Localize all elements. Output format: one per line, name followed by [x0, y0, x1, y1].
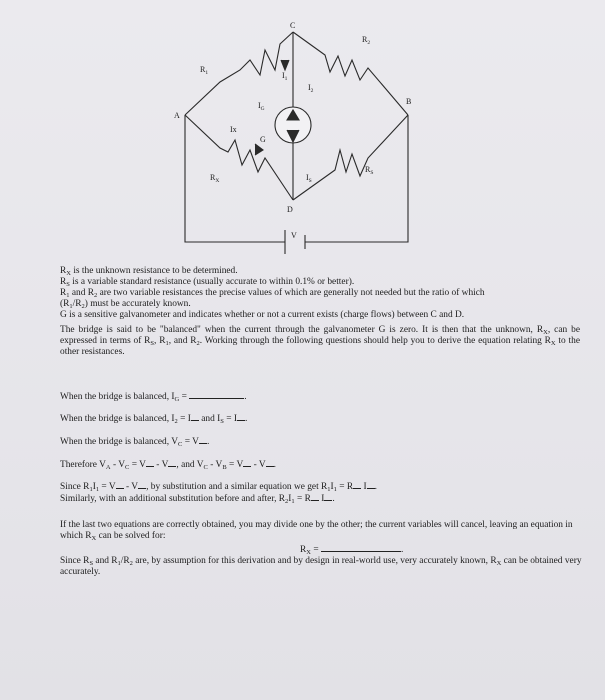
- label-ix: Ix: [230, 125, 237, 134]
- question-5: Since $R_1I_1 = V - V$ , by substitution and a similar equation we get $R_1I_1 = R$ I .: [60, 482, 377, 493]
- label-g: G: [260, 135, 266, 144]
- question-2: When the bridge is balanced, $I_2 = I$ and $I_S = I$ .: [60, 414, 248, 425]
- def-rs: $R_S$ is a variable standard resistance (usually accurate to within 0.1% or better).: [60, 277, 355, 288]
- label-is: $I_S$: [306, 173, 312, 184]
- blank-ig[interactable]: [189, 398, 244, 399]
- balanced-paragraph: The bridge is said to be "balanced" when the current through the galvanometer G is zero. It is then that the unknown, $R_X$, can be expressed in terms of $R_S$, $R_1$, and $R_2$. Working through the following questions should help you to derive the equation relating $R_X$ to the other resistances.: [60, 325, 580, 357]
- label-v: V: [291, 231, 297, 240]
- def-g: G is a sensitive galvanometer and indicates whether or not a current exists (charge flows) between C and D.: [60, 310, 465, 320]
- question-3: When the bridge is balanced, $V_C = V$ .: [60, 437, 210, 448]
- wire-b-battery: [305, 115, 408, 242]
- label-c: C: [290, 21, 296, 30]
- label-i2: $I_2$: [308, 83, 314, 94]
- def-rx: $R_X$ is the unknown resistance to be determined.: [60, 266, 238, 277]
- arrow-i1: [281, 60, 289, 70]
- wire-c-b: [293, 32, 408, 115]
- conclusion: Since $R_S$ and $R_1/R_2$ are, by assumption for this derivation and by design in real-world use, very accurately known, $R_X$ can be obtained very accurately.: [60, 556, 582, 577]
- label-d: D: [287, 205, 293, 214]
- blank-rx[interactable]: [321, 551, 401, 552]
- def-ratio: $(R_1/R_2)$ must be accurately known.: [60, 299, 191, 310]
- wheatstone-bridge-diagram: [150, 20, 450, 270]
- label-b: B: [406, 97, 412, 106]
- label-r1: $R_1$: [200, 65, 209, 76]
- label-ig: $I_G$: [258, 101, 265, 112]
- wire-a-battery: [185, 115, 285, 242]
- label-r2: $R_2$: [362, 35, 371, 46]
- label-rs: $R_S$: [365, 165, 374, 176]
- def-r1r2: $R_1$ and $R_2$ are two variable resistances the precise values of which are generally not needed but the ratio of which: [60, 288, 485, 299]
- question-7: If the last two equations are correctly obtained, you may divide one by the other; the current variables will cancel, leaving an equation in which $R_X$ can be solved for:: [60, 520, 573, 542]
- label-rx: $R_X$: [210, 173, 220, 184]
- label-a: A: [174, 111, 180, 120]
- question-4: Therefore $V_A - V_C = V - V$ , and $V_C - V_B = V - V$ .: [60, 460, 276, 471]
- label-i1: $I_1$: [282, 71, 288, 82]
- arrow-ix: [255, 144, 263, 155]
- rx-equation: $R_X$ = .: [300, 545, 404, 556]
- definitions: [60, 266, 580, 321]
- question-6: Similarly, with an additional substitution before and after, $R_2I_1 = R$ I .: [60, 494, 335, 505]
- question-1: When the bridge is balanced, $I_G$ = .: [60, 392, 247, 403]
